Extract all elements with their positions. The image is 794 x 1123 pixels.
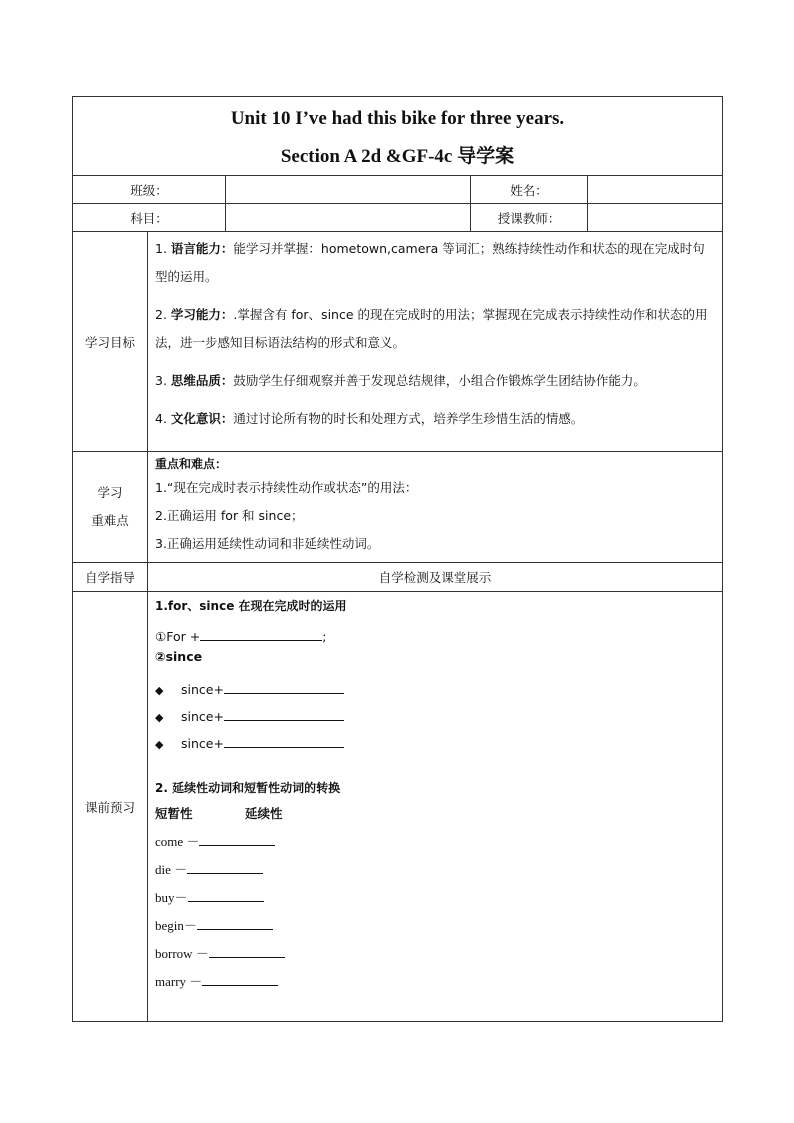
worksheet-table <box>72 96 723 1022</box>
verb-row: come － <box>155 828 714 856</box>
verb-blank[interactable] <box>199 833 275 846</box>
since-item: ◆ since+ <box>155 677 714 704</box>
teacher-field[interactable] <box>588 204 723 232</box>
name-label: 姓名： <box>471 176 588 204</box>
verb-columns-header: 短暂性 延续性 <box>155 806 283 821</box>
preview-content <box>148 592 723 1022</box>
verb-row: begin－ <box>155 912 714 940</box>
verb-row: marry － <box>155 968 714 996</box>
title-guide-cn: 导学案 <box>457 145 515 167</box>
guide-label: 自学指导 <box>73 563 148 592</box>
focus-item: 3.正确运用延续性动词和非延续性动词。 <box>155 536 380 551</box>
since-blank[interactable] <box>224 735 344 748</box>
verb-blank[interactable] <box>209 945 285 958</box>
since-item: ◆ since+ <box>155 731 714 758</box>
class-field[interactable] <box>226 176 471 204</box>
since-blank[interactable] <box>224 681 344 694</box>
verb-blank[interactable] <box>188 889 264 902</box>
objective-item: 3. 思维品质：鼓励学生仔细观察并善于发现总结规律，小组合作锻炼学生团结协作能力。 <box>155 373 646 388</box>
for-line: ①For + ; <box>155 629 327 644</box>
verb-blank[interactable] <box>187 861 263 874</box>
name-field[interactable] <box>588 176 723 204</box>
for-blank[interactable] <box>200 628 322 641</box>
since-item: ◆ since+ <box>155 704 714 731</box>
since-heading: ②since <box>155 649 203 664</box>
preview-label: 课前预习 <box>73 592 148 1022</box>
focus-label: 学习 重难点 <box>73 452 148 563</box>
focus-item: 2.正确运用 for 和 since； <box>155 508 304 523</box>
title-cell <box>73 97 723 176</box>
objective-item: 2. 学习能力：.掌握含有 for、since 的现在完成时的用法；掌握现在完成表示持续性动作和状态的用法，进一步感知目标语法结构的形式和意义。 <box>155 307 708 350</box>
focus-item: 1.“现在完成时表示持续性动作或状态”的用法： <box>155 480 418 495</box>
verb-row: buy－ <box>155 884 714 912</box>
subject-label: 科目： <box>73 204 226 232</box>
section-2-heading: 2. 延续性动词和短暂性动词的转换 <box>155 781 341 795</box>
diamond-bullet-icon: ◆ <box>155 684 164 697</box>
verb-row: borrow － <box>155 940 714 968</box>
objectives-label: 学习目标 <box>73 232 148 452</box>
section-1-heading: 1.for、since 在现在完成时的运用 <box>155 599 347 613</box>
verb-blank[interactable] <box>197 917 273 930</box>
verb-blank[interactable] <box>202 973 278 986</box>
diamond-bullet-icon: ◆ <box>155 711 164 724</box>
class-label: 班级： <box>73 176 226 204</box>
since-blank[interactable] <box>224 708 344 721</box>
title-line-2 <box>73 145 722 168</box>
title-line-1: Unit 10 I’ve had this bike for three years. <box>230 108 565 129</box>
guide-center-text: 自学检测及课堂展示 <box>148 563 723 592</box>
objective-item: 4. 文化意识：通过讨论所有物的时长和处理方式，培养学生珍惜生活的情感。 <box>155 411 584 426</box>
focus-heading: 重点和难点： <box>155 457 228 471</box>
focus-content <box>148 452 723 563</box>
verb-row: die － <box>155 856 714 884</box>
objectives-content <box>148 232 723 452</box>
title-section: Section A 2d &GF-4c <box>280 146 458 167</box>
teacher-label: 授课教师： <box>471 204 588 232</box>
diamond-bullet-icon: ◆ <box>155 738 164 751</box>
objective-item: 1. 语言能力：能学习并掌握：hometown,camera 等词汇；熟练持续性动作和状态的现在完成时句型的运用。 <box>155 241 705 284</box>
subject-field[interactable] <box>226 204 471 232</box>
